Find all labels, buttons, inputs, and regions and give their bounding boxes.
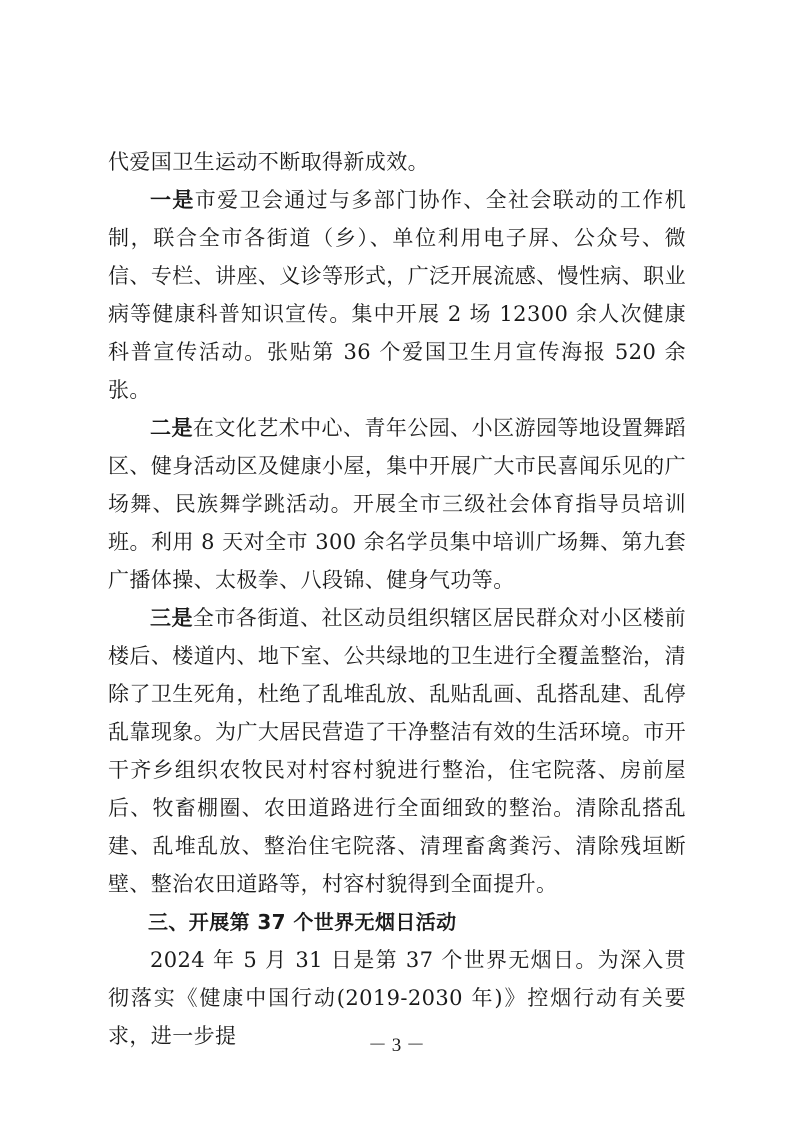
paragraph-lead: 三是 xyxy=(150,605,193,630)
paragraph-lead: 二是 xyxy=(150,415,193,440)
section-heading: 三、开展第 37 个世界无烟日活动 xyxy=(148,910,457,934)
paragraph-text: 市爱卫会通过与多部门协作、全社会联动的工作机制，联合全市各街道（乡）、单位利用电子屏、公众号、微信、专栏、讲座、义诊等形式，广泛开展流感、慢性病、职业病等健康科普知识宣传。集中开展 2 场 12300 余人次健康科普宣传活动。张贴第 36 个爱国卫生月宣传海报 520 余张。 xyxy=(108,188,686,402)
paragraph-text: 在文化艺术中心、青年公园、小区游园等地设置舞蹈区、健身活动区及健康小屋，集中开展广大市民喜闻乐见的广场舞、民族舞学跳活动。开展全市三级社会体育指导员培训班。利用 8 天对全市 300 余名学员集中培训广场舞、第九套广播体操、太极拳、八段锦、健身气功等。 xyxy=(108,416,686,592)
paragraph-continuation xyxy=(108,143,686,181)
paragraph-closing: 2024 年 5 月 31 日是第 37 个世界无烟日。为深入贯彻落实《健康中国行动(2019-2030 年)》控烟行动有关要求，进一步提 xyxy=(108,948,686,1048)
paragraph-lead: 一是 xyxy=(150,187,195,212)
paragraph-point-three xyxy=(108,599,686,903)
document-body xyxy=(108,143,686,1055)
paragraph-point-two xyxy=(108,409,686,599)
paragraph-point-one xyxy=(108,181,686,409)
paragraph-text: 代爱国卫生运动不断取得新成效。 xyxy=(108,150,429,174)
paragraph-text: 全市各街道、社区动员组织辖区居民群众对小区楼前楼后、楼道内、地下室、公共绿地的卫生进行全覆盖整治，清除了卫生死角，杜绝了乱堆乱放、乱贴乱画、乱搭乱建、乱停乱靠现象。为广大居民营造了干净整洁有效的生活环境。市开干齐乡组织农牧民对村容村貌进行整治，住宅院落、房前屋后、牧畜棚圈、农田道路进行全面细致的整治。清除乱搭乱建、乱堆乱放、整治住宅院落、清理畜禽粪污、清除残垣断壁、整治农田道路等，村容村貌得到全面提升。 xyxy=(108,606,686,896)
page-number: － 3 － xyxy=(367,1035,425,1056)
